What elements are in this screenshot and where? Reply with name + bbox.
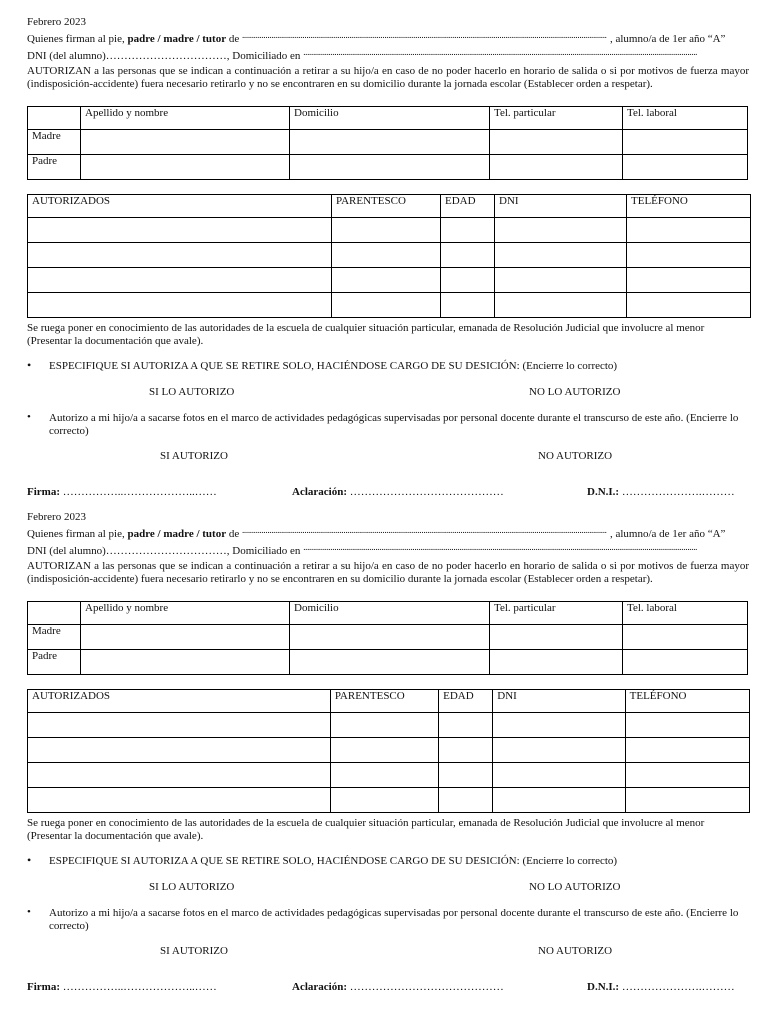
choice-no-autorizo[interactable]: NO AUTORIZO <box>538 450 613 462</box>
table-cell[interactable] <box>495 243 627 268</box>
table-row <box>28 218 751 243</box>
table-cell[interactable] <box>330 713 438 738</box>
table-row <box>28 738 750 763</box>
student-name-field[interactable]: ........................................................................................................................................................................................... <box>241 525 607 535</box>
choice-si-autorizo[interactable]: SI AUTORIZO <box>160 450 228 462</box>
choice-si-autorizo[interactable]: SI AUTORIZO <box>160 945 228 957</box>
dni-field[interactable]: ………………….……… <box>621 981 735 993</box>
table-row <box>28 293 751 318</box>
table-cell[interactable] <box>441 218 495 243</box>
table-cell[interactable] <box>28 293 332 318</box>
auth-header-dni: DNI <box>493 690 625 713</box>
table-cell[interactable] <box>439 738 493 763</box>
auth-header-autorizados: AUTORIZADOS <box>28 195 332 218</box>
table-cell[interactable] <box>495 218 627 243</box>
table-cell[interactable] <box>290 130 490 155</box>
row-label-madre: Madre <box>28 130 81 155</box>
table-cell[interactable] <box>493 788 625 813</box>
bullet-retire-alone: • ESPECIFIQUE SI AUTORIZA A QUE SE RETIRE SOLO, HACIÉNDOSE CARGO DE SU DESICIÓN: (Encierre lo correcto) <box>27 358 618 372</box>
parents-table <box>27 106 748 180</box>
table-cell[interactable] <box>439 763 493 788</box>
auth-header-edad: EDAD <box>439 690 493 713</box>
authorized-table <box>27 689 750 813</box>
choice-no-lo-autorizo[interactable]: NO LO AUTORIZO <box>529 881 621 893</box>
auth-header-parentesco: PARENTESCO <box>330 690 438 713</box>
dni-address-line: DNI (del alumno)……………………………, Domiciliado en .......................................................................................................................................................................................................... <box>27 46 749 59</box>
authorization-form-2 <box>27 511 749 993</box>
parents-header-address: Domicilio <box>290 602 490 625</box>
table-cell[interactable] <box>332 218 441 243</box>
table-cell[interactable] <box>290 625 490 650</box>
dni-field[interactable]: ………………….……… <box>621 486 735 498</box>
parents-header-blank <box>28 602 81 625</box>
signature-dni: D.N.I.: ………………….……… <box>587 486 735 498</box>
table-cell[interactable] <box>81 625 290 650</box>
bullet-icon: • <box>27 853 32 867</box>
parents-header-name: Apellido y nombre <box>81 602 290 625</box>
signature-aclaracion: Aclaración: …………………………………… <box>292 486 504 498</box>
choice-no-lo-autorizo[interactable]: NO LO AUTORIZO <box>529 386 621 398</box>
table-row <box>28 713 750 738</box>
parents-header-blank <box>28 107 81 130</box>
aclaracion-field[interactable]: …………………………………… <box>349 486 504 498</box>
table-cell[interactable] <box>623 625 748 650</box>
bullet-icon: • <box>27 411 31 423</box>
guardian-line: Quienes firman al pie, padre / madre / tutor de ........................................................................................................................................................................................... , alumno/a de 1er año “A” <box>27 30 726 45</box>
table-cell[interactable] <box>330 788 438 813</box>
signature-dni: D.N.I.: ………………….……… <box>587 981 735 993</box>
table-cell[interactable] <box>330 763 438 788</box>
table-cell[interactable] <box>627 293 751 318</box>
row-label-padre: Padre <box>28 155 81 180</box>
table-row <box>28 243 751 268</box>
table-cell[interactable] <box>330 738 438 763</box>
parents-header-tel-particular: Tel. particular <box>490 602 623 625</box>
table-cell[interactable] <box>28 788 331 813</box>
form-date: Febrero 2023 <box>27 511 86 523</box>
table-cell[interactable] <box>495 293 627 318</box>
autorizan-paragraph: AUTORIZAN a las personas que se indican a continuación a retirar a su hijo/a en caso de no poder hacerlo en horario de salida o si por motivos de fuerza mayor (indisposición-accidente) fuera necesario retirarlo y no se encontraren en su domicilio durante la jornada escolar (Establecer orden a respetar). <box>27 560 749 585</box>
table-cell[interactable] <box>439 713 493 738</box>
signature-firma: Firma: ……………..………………..…… <box>27 981 217 993</box>
authorization-form-1 <box>27 16 749 498</box>
table-cell[interactable] <box>623 130 748 155</box>
auth-header-dni: DNI <box>495 195 627 218</box>
address-field[interactable]: .......................................................................................................................................................................................................... <box>303 542 698 552</box>
judicial-note: Se ruega poner en conocimiento de las autoridades de la escuela de cualquier situación particular, emanada de Resolución Judicial que involucre al menor (Presentar la documentación que avale). <box>27 322 705 347</box>
parents-header-tel-particular: Tel. particular <box>490 107 623 130</box>
table-cell[interactable] <box>81 130 290 155</box>
table-cell[interactable] <box>439 788 493 813</box>
table-cell[interactable] <box>493 713 625 738</box>
address-field[interactable]: .......................................................................................................................................................................................................... <box>303 47 698 57</box>
table-cell[interactable] <box>625 738 749 763</box>
table-cell[interactable] <box>290 650 490 675</box>
table-cell[interactable] <box>28 738 331 763</box>
table-cell[interactable] <box>332 243 441 268</box>
guardian-line: Quienes firman al pie, padre / madre / tutor de ........................................................................................................................................................................................... , alumno/a de 1er año “A” <box>27 525 726 540</box>
table-cell[interactable] <box>290 155 490 180</box>
signature-aclaracion: Aclaración: …………………………………… <box>292 981 504 993</box>
table-cell[interactable] <box>28 763 331 788</box>
choice-si-lo-autorizo[interactable]: SI LO AUTORIZO <box>149 881 235 893</box>
table-cell[interactable] <box>81 650 290 675</box>
table-cell[interactable] <box>332 293 441 318</box>
parents-header-tel-laboral: Tel. laboral <box>623 107 748 130</box>
firma-field[interactable]: ……………..………………..…… <box>62 981 217 993</box>
parents-table <box>27 601 748 675</box>
table-cell[interactable] <box>625 788 749 813</box>
table-cell[interactable] <box>627 268 751 293</box>
choice-si-lo-autorizo[interactable]: SI LO AUTORIZO <box>149 386 235 398</box>
table-cell[interactable] <box>490 130 623 155</box>
auth-header-parentesco: PARENTESCO <box>332 195 441 218</box>
bullet-retire-alone: • ESPECIFIQUE SI AUTORIZA A QUE SE RETIRE SOLO, HACIÉNDOSE CARGO DE SU DESICIÓN: (Encierre lo correcto) <box>27 853 618 867</box>
auth-header-edad: EDAD <box>441 195 495 218</box>
table-cell[interactable] <box>28 243 332 268</box>
table-row <box>28 788 750 813</box>
table-cell[interactable] <box>627 243 751 268</box>
aclaracion-field[interactable]: …………………………………… <box>349 981 504 993</box>
student-name-field[interactable]: ........................................................................................................................................................................................... <box>241 30 607 40</box>
table-cell[interactable] <box>28 218 332 243</box>
autorizan-paragraph: AUTORIZAN a las personas que se indican a continuación a retirar a su hijo/a en caso de no poder hacerlo en horario de salida o si por motivos de fuerza mayor (indisposición-accidente) fuera necesario retirarlo y no se encontraren en su domicilio durante la jornada escolar (Establecer orden a respetar). <box>27 65 749 90</box>
table-cell[interactable] <box>490 155 623 180</box>
table-cell[interactable] <box>623 650 748 675</box>
table-cell[interactable] <box>625 763 749 788</box>
authorized-table <box>27 194 751 318</box>
table-cell[interactable] <box>495 268 627 293</box>
signature-firma: Firma: ……………..………………..…… <box>27 486 217 498</box>
table-cell[interactable] <box>28 268 332 293</box>
auth-header-autorizados: AUTORIZADOS <box>28 690 331 713</box>
form-date: Febrero 2023 <box>27 16 86 28</box>
table-cell[interactable] <box>28 713 331 738</box>
table-cell[interactable] <box>441 293 495 318</box>
bullet-icon: • <box>27 358 32 372</box>
parents-header-name: Apellido y nombre <box>81 107 290 130</box>
bullet-photos: Autorizo a mi hijo/a a sacarse fotos en el marco de actividades pedagógicas supervisadas por personal docente durante el transcurso de este año. (Encierre lo correcto) <box>49 412 739 437</box>
parents-header-address: Domicilio <box>290 107 490 130</box>
table-cell[interactable] <box>441 268 495 293</box>
bullet-icon: • <box>27 906 31 918</box>
table-cell[interactable] <box>493 763 625 788</box>
dni-address-line: DNI (del alumno)……………………………, Domiciliado en .......................................................................................................................................................................................................... <box>27 541 749 554</box>
auth-header-telefono: TELÉFONO <box>627 195 751 218</box>
table-cell[interactable] <box>627 218 751 243</box>
table-cell[interactable] <box>332 268 441 293</box>
table-row <box>28 268 751 293</box>
table-cell[interactable] <box>441 243 495 268</box>
row-label-madre: Madre <box>28 625 81 650</box>
table-cell[interactable] <box>490 650 623 675</box>
parents-header-tel-laboral: Tel. laboral <box>623 602 748 625</box>
firma-field[interactable]: ……………..………………..…… <box>62 486 217 498</box>
table-cell[interactable] <box>81 155 290 180</box>
table-cell[interactable] <box>490 625 623 650</box>
bullet-photos: Autorizo a mi hijo/a a sacarse fotos en el marco de actividades pedagógicas supervisadas por personal docente durante el transcurso de este año. (Encierre lo correcto) <box>49 907 739 932</box>
table-cell[interactable] <box>493 738 625 763</box>
auth-header-telefono: TELÉFONO <box>625 690 749 713</box>
table-cell[interactable] <box>623 155 748 180</box>
table-row <box>28 763 750 788</box>
choice-no-autorizo[interactable]: NO AUTORIZO <box>538 945 613 957</box>
table-cell[interactable] <box>625 713 749 738</box>
judicial-note: Se ruega poner en conocimiento de las autoridades de la escuela de cualquier situación particular, emanada de Resolución Judicial que involucre al menor (Presentar la documentación que avale). <box>27 817 705 842</box>
row-label-padre: Padre <box>28 650 81 675</box>
